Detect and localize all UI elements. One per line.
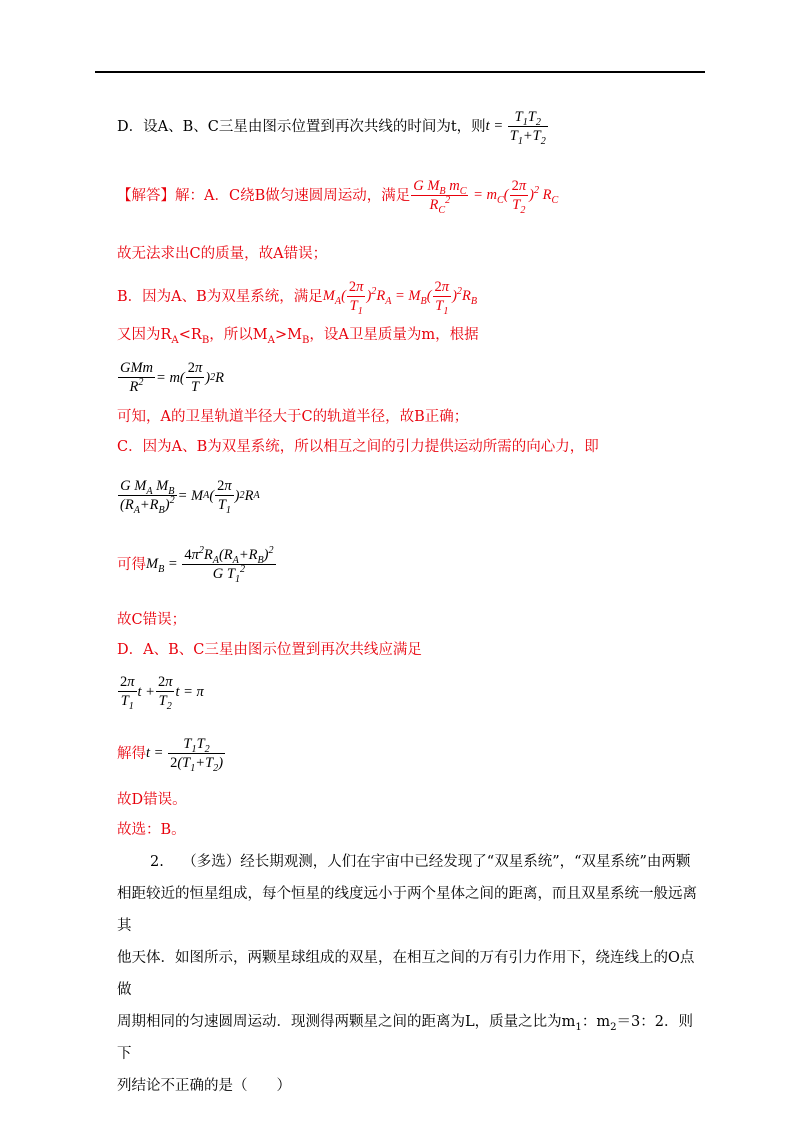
option-d [117,108,549,148]
answer-b [117,278,478,318]
question-2-text-1: （多选）经长期观测，人们在宇宙中已经发现了“双星系统”，“双星系统”由两颗 [182,854,691,870]
answer-choice: 故选：B。 [117,822,186,838]
question-2-line-5: 列结论不正确的是（ ） [117,1078,291,1094]
formula-option-d: t = $\frac{T_1T_2}{T_1+T_2}$ [485,109,546,148]
answer-c-intro: C．因为A、B为双星系统，所以相互之间的引力提供运动所需的向心力，即 [117,439,599,455]
formula-a: $\frac{G M_B m_C}{R_C^2}$ = $m_C$( $\frac{2\pi}{T_2}$ )$^2$ $R_C$ [413,178,559,217]
answer-d-intro: D．A、B、C三星由图示位置到再次共线应满足 [117,642,422,658]
answer-d-conclusion: 故D错误。 [117,792,187,808]
answer-c-get [117,545,277,586]
option-d-text: D．设A、B、C三星由图示位置到再次共线的时间为t，则 [117,118,486,135]
answer-b-intro: B．因为A、B为双星系统，满足 [117,288,323,305]
answer-c-get-text: 可得 [117,556,146,573]
relation-text-5: ，设A卫星质量为m，根据 [309,327,479,343]
formula-c-mass: $M_B$ = $\frac{4\pi^2R_A(R_A+R_B)^2}{G T_1^2}$ [146,545,274,586]
question-2 [117,846,707,1102]
formula-d-collinear: $\frac{2\pi}{T_1}$ t + $\frac{2\pi}{T_2}$ t = π [120,674,204,713]
answer-a [117,177,559,217]
question-2-number: 2. [150,854,164,870]
relation-text-3: ，所以M [209,327,268,343]
relation-text-4: >M [274,327,302,343]
formula-d-time: t = $\frac{T_1T_2}{2(T_1+T_2)}$ [146,736,224,775]
question-2-ratio-mid: ：m [581,1014,611,1030]
formula-b-binary: $M_A$( $\frac{2\pi}{T_1}$ )$^2R_A = M_B$( $\frac{2\pi}{T_1}$ )$^2R_B$ [322,279,478,318]
answer-tag: 【解答】 [117,187,175,204]
relation-text-2: <R [178,327,202,343]
question-2-line-4: 周期相同的匀速圆周运动．现测得两颗星之间的距离为L，质量之比为$m_1$：$m_2=3$：2．则下 [117,1014,693,1062]
question-2-text-4: 周期相同的匀速圆周运动．现测得两颗星之间的距离为L，质量之比为m [117,1014,576,1030]
question-2-line-1 [117,846,707,878]
answer-a-intro: 解：A．C绕B做匀速圆周运动，满足 [175,187,411,204]
answer-a-conclusion: 故无法求出C的质量，故A错误； [117,246,328,262]
formula-b-gravity: $\frac{\text{GMm}}{R^2}$ = m( $\frac{2\pi}{T}$ ) 2 R [120,360,225,396]
answer-b-relation: 又因为$R_A<R_B$，所以$M_A>M_B$，设A卫星质量为m，根据 [117,327,479,346]
answer-d-solve-text: 解得 [117,745,146,762]
question-2-line-2: 相距较近的恒星组成，每个恒星的线度远小于两个星体之间的距离，而且双星系统一般远离其 [117,886,697,934]
question-2-ratio-tail: ＝3：2．则下 [117,1014,693,1062]
header-rule [95,71,705,73]
answer-c-conclusion: 故C错误； [117,612,187,628]
relation-text-1: 又因为R [117,327,172,343]
question-2-line-3: 他天体．如图所示，两颗星球组成的双星，在相互之间的万有引力作用下，绕连线上的O点做 [117,950,695,998]
formula-c-force: $\frac{G M_A M_B}{(R_A+R_B)^2}$ = M A ( $\frac{2\pi}{T_1}$ ) 2 R A [120,478,260,517]
answer-b-conclusion: 可知，A的卫星轨道半径大于C的轨道半径，故B正确； [117,409,469,425]
answer-d-solve [117,735,226,775]
